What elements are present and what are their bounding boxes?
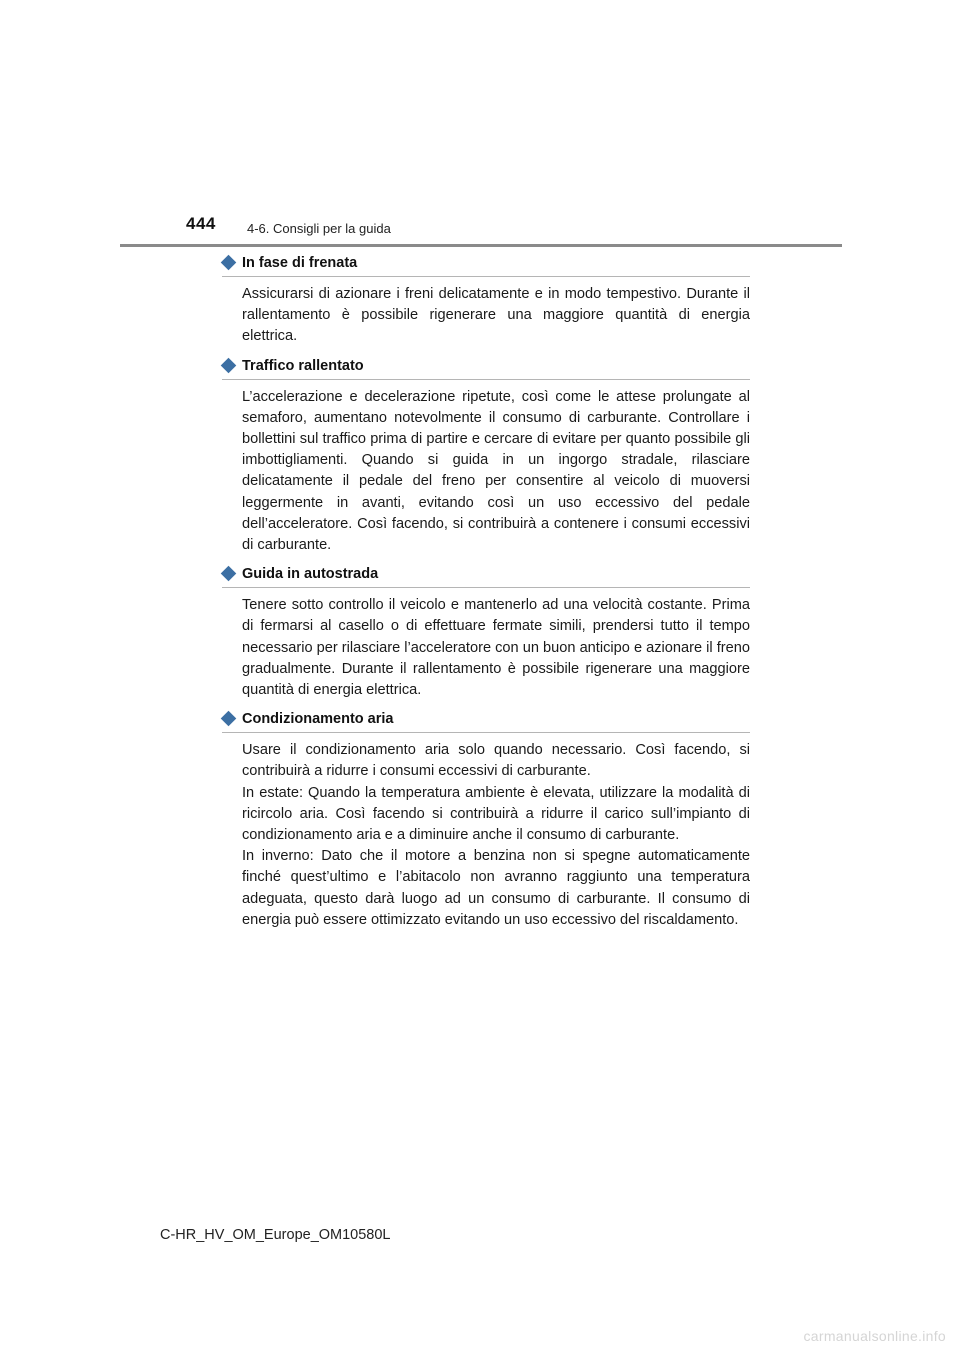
paragraph: L’accelerazione e decelerazione ripetute, così come le attese prolungate al semaforo, aumentano notevolmente il consumo di carburante. Controllare i bollettini sul traffico prima di partire e cercare di evitare per quanto possibile gli imbottigliamenti. Quando si guida in un ingorgo stradale, rilasciare delicatamente il pedale del freno per consentire al veicolo di muoversi leggermente in avanti, evitando così un uso eccessivo del pedale dell’acceleratore. Così facendo, si contribuirà a contenere i consumi eccessivi di carburante.: [242, 388, 750, 554]
section-body: [242, 740, 750, 931]
page-number: 444: [186, 214, 216, 233]
section-heading: [222, 565, 750, 588]
page-header: [0, 0, 960, 250]
diamond-bullet-icon: [221, 711, 237, 727]
paragraph: In inverno: Dato che il motore a benzina non si spegne automaticamente finché quest’ultimo e l’abitacolo non avranno raggiunto una temperatura adeguata, questo darà luogo ad un consumo di carburante. Il consumo di energia può essere ottimizzato evitando un uso eccessivo del riscaldamento.: [242, 848, 750, 928]
section-heading: [222, 710, 750, 733]
document-code: C-HR_HV_OM_Europe_OM10580L: [160, 1227, 391, 1243]
page-content: [222, 254, 750, 931]
section-slow-traffic: [222, 357, 750, 557]
diamond-bullet-icon: [221, 357, 237, 373]
watermark: carmanualsonline.info: [803, 1328, 946, 1344]
section-title: Guida in autostrada: [242, 566, 379, 583]
section-title: In fase di frenata: [242, 255, 358, 271]
section-body: [242, 387, 750, 557]
paragraph: In estate: Quando la temperatura ambiente è elevata, utilizzare la modalità di ricircolo aria. Così facendo si contribuirà a ridurre il carico sull’impianto di condizionamento aria e a diminuire anche il consumo di carburante.: [242, 784, 750, 844]
paragraph: Tenere sotto controllo il veicolo e mantenerlo ad una velocità costante. Prima di fermarsi al casello o di effettuare fermate simili, prendersi tutto il tempo necessario per rilasciare l’acceleratore con un buon anticipo e azionare il freno gradualmente. Durante il rallentamento è possibile rigenerare una maggiore quantità di energia elettrica.: [242, 597, 750, 699]
section-title: Traffico rallentato: [242, 357, 364, 374]
section-label: 4-6. Consigli per la guida: [247, 221, 391, 236]
diamond-bullet-icon: [221, 566, 237, 582]
section-air-conditioning: [222, 710, 750, 931]
paragraph: Usare il condizionamento aria solo quando necessario. Così facendo, si contribuirà a ridurre i consumi eccessivi di carburante.: [242, 742, 750, 780]
section-body: [242, 284, 750, 348]
diamond-bullet-icon: [221, 255, 237, 271]
paragraph: Assicurarsi di azionare i freni delicatamente e in modo tempestivo. Durante il rallentamento è possibile rigenerare una maggiore quantità di energia elettrica.: [242, 286, 750, 345]
section-heading: [222, 357, 750, 380]
section-title: Condizionamento aria: [242, 711, 394, 728]
section-braking: [222, 254, 750, 348]
section-highway: [222, 565, 750, 701]
header-rule: [120, 244, 842, 247]
section-body: [242, 595, 750, 701]
section-heading: [222, 254, 750, 277]
